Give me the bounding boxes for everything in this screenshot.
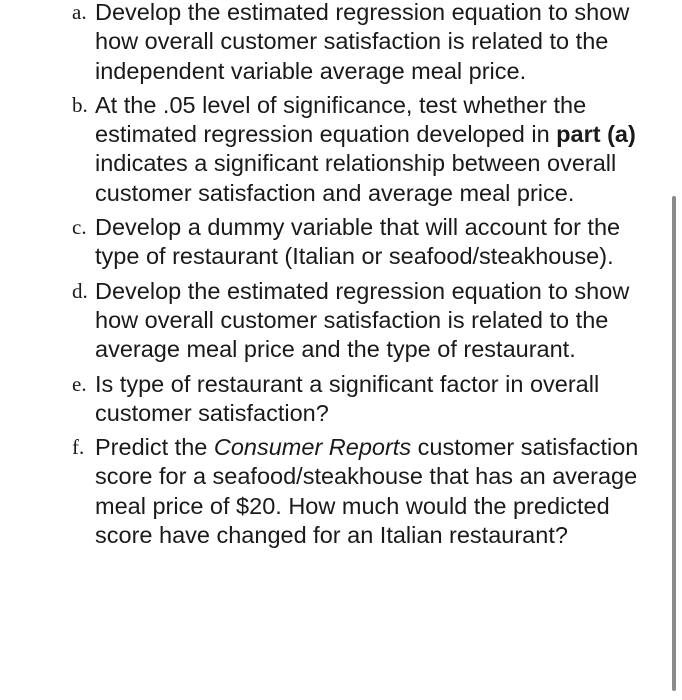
question-item-b [0,91,660,208]
item-marker-d: d. [72,278,88,303]
item-marker-b: b. [72,92,88,117]
vertical-scrollbar[interactable] [672,196,676,691]
item-text-f [95,433,660,550]
item-b-text-after: indicates a significant relationship between overall customer satisfaction and average meal price. [95,150,617,206]
question-item-a [0,0,660,86]
item-e-body: Is type of restaurant a significant factor in overall customer satisfaction? [95,370,600,426]
question-item-f [0,433,660,550]
item-marker-f: f. [72,435,85,460]
item-f-text-after: customer satisfaction score for a seafood/steakhouse that has an average meal price of $20. How much would the predicted score have changed for an Italian restaurant? [95,434,639,549]
item-a-body: Develop the estimated regression equation to show how overall customer satisfaction is related to the independent variable average meal price. [95,0,630,84]
item-marker-c: c. [72,215,87,240]
item-c-body: Develop a dummy variable that will account for the type of restaurant (Italian or seafood/steakhouse). [95,214,621,270]
item-text-c [95,213,660,272]
item-f-italic-title: Consumer Reports [213,434,412,461]
item-text-d [95,277,660,365]
question-item-c [0,213,660,272]
item-f-text-before: Predict the [95,434,214,461]
item-b-text-before: At the .05 level of significance, test whether the estimated regression equation developed in [95,91,587,148]
item-text-a [95,0,660,86]
item-text-b [95,91,660,208]
item-d-body: Develop the estimated regression equation to show how overall customer satisfaction is related to the average meal price and the type of restaurant. [95,277,630,363]
item-marker-a: a. [72,0,87,24]
item-b-bold-reference: part (a) [556,121,636,148]
item-text-e [95,370,660,429]
question-item-d [0,277,660,365]
question-item-e [0,370,660,429]
item-marker-e: e. [72,371,87,396]
